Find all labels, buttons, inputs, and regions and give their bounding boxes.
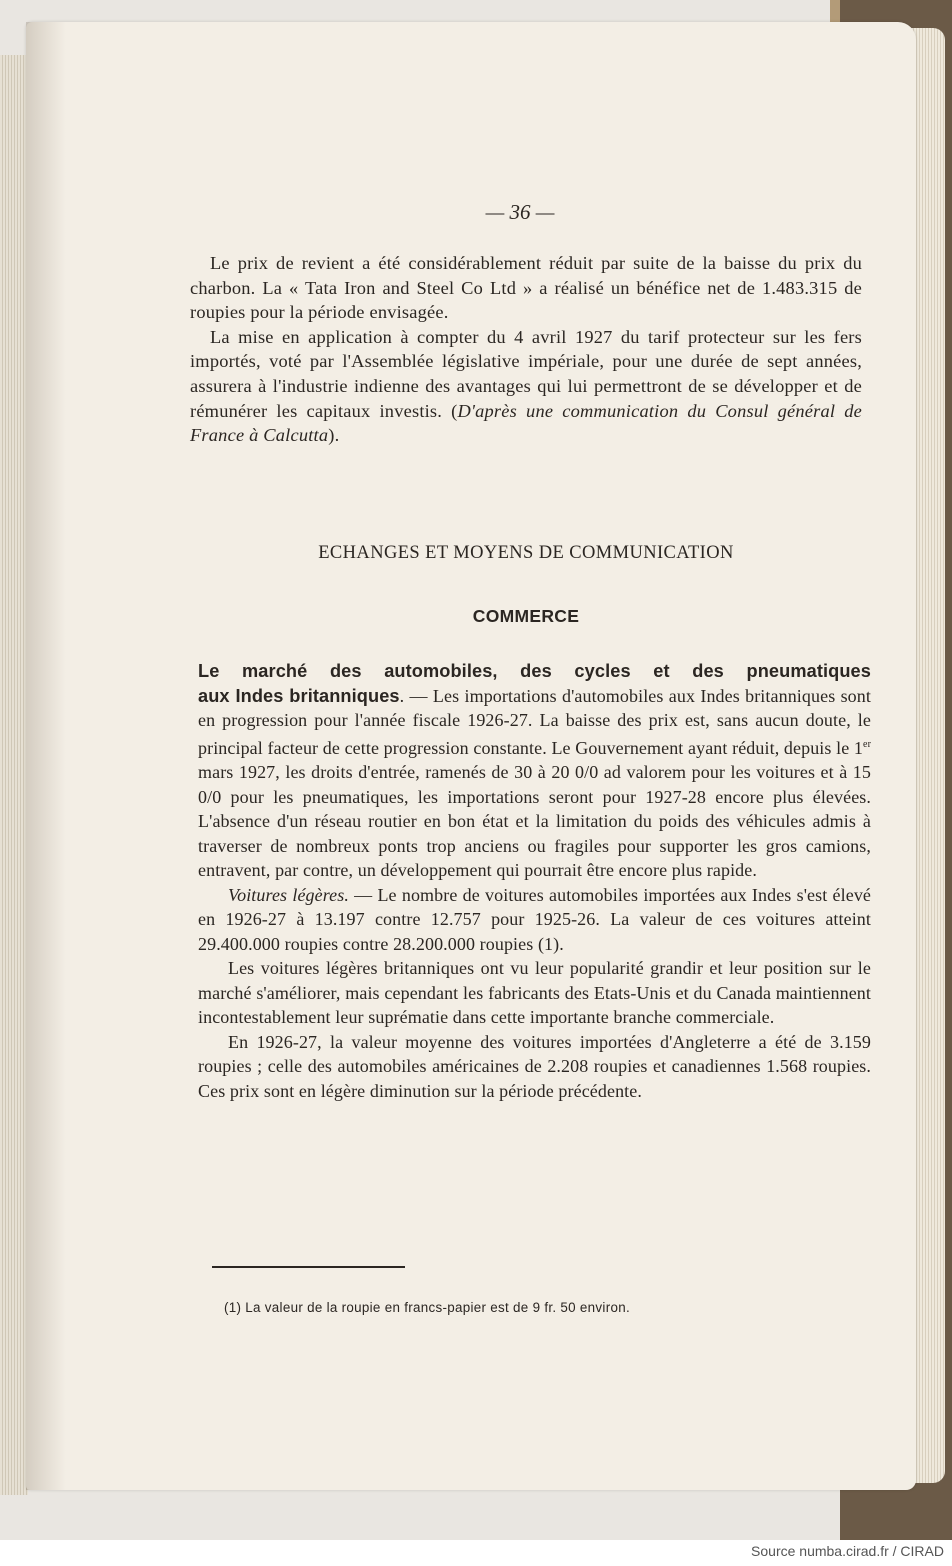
footnote: (1) La valeur de la roupie en francs-papier est de 9 fr. 50 environ. <box>224 1300 630 1315</box>
spine-shadow <box>26 22 66 1490</box>
lead-text-end: mars 1927, les droits d'entrée, ramenés de 30 à 20 0/0 ad valorem pour les voitures et à 15 0/0 pour les pneumatiques, les importations seront pour 1927-28 encore plus élevées. L'absence d'un réseau routier en bon état et la limitation du poids des véhicules admis à traverser de nombreux ponts trop anciens ou fragiles pour supporter les gros camions, entravent, par contre, un développement qui pourrait être encore plus rapide. <box>198 762 871 880</box>
sub-heading: COMMERCE <box>472 606 580 626</box>
intro-paragraph: Le prix de revient a été considérablement réduit par suite de la baisse du prix du charbon. La « Tata Iron and Steel Co Ltd » a réalisé un bénéfice net de 1.483.315 de roupies pour la période envisagée. <box>190 253 862 323</box>
footnote-rule <box>212 1266 405 1268</box>
article-paragraph <box>198 883 871 957</box>
page-number: — 36 — <box>485 200 555 224</box>
article-title-line-2: aux Indes britanniques <box>198 685 400 706</box>
paragraph-subtitle: Voitures légères. <box>228 884 349 905</box>
source-citation-end: ). <box>328 425 340 446</box>
article-paragraph: Les voitures légères britanniques ont vu leur popularité grandir et leur position sur le marché s'améliorer, mais cependant les fabricants des Etats-Unis et du Canada maintiennent incontestablement leur suprématie dans cette importante branche commerciale. <box>198 958 871 1027</box>
article-body <box>198 659 871 1103</box>
lead-text: . — Les importations d'automobiles aux Indes britanniques sont en progression pour l'année fiscale 1926-27. La baisse des prix est, sans aucun doute, le principal facteur de cette progression constante. Le Gouvernement ayant réduit, depuis le 1 <box>198 685 871 758</box>
intro-paragraph <box>190 325 862 448</box>
source-credit: Source numba.cirad.fr / CIRAD <box>751 1543 944 1559</box>
ordinal-superscript: er <box>863 738 871 750</box>
article-title-line-1: Le marché des automobiles, des cycles et des pneumatiques <box>198 661 871 681</box>
source-citation: D'après une communication du Consul général de France à Calcutta <box>190 400 863 446</box>
article-lead-paragraph <box>198 659 871 883</box>
intro-text <box>190 251 862 448</box>
page-stack-left <box>0 55 28 1495</box>
section-heading: ECHANGES ET MOYENS DE COMMUNICATION <box>318 543 734 563</box>
paragraph-text: — Le nombre de voitures automobiles importées aux Indes s'est élevé en 1926-27 à 13.197 contre 12.757 pour 1925-26. La valeur de ces voitures atteint 29.400.000 roupies contre 28.200.000 roupies (1). <box>198 884 872 954</box>
article-paragraph: En 1926-27, la valeur moyenne des voitures importées d'Angleterre a été de 3.159 roupies ; celle des automobiles américaines de 2.208 roupies et canadiennes 1.568 roupies. Ces prix sont en légère diminution sur la période précédente. <box>198 1031 871 1101</box>
intro-paragraph-text: La mise en application à compter du 4 avril 1927 du tarif protecteur sur les fers importés, voté par l'Assemblée législative impériale, pour une durée de sept années, assurera à l'industrie indienne des avantages qui lui permettront de se développer et de rémunérer les capitaux investis. ( <box>190 326 862 421</box>
